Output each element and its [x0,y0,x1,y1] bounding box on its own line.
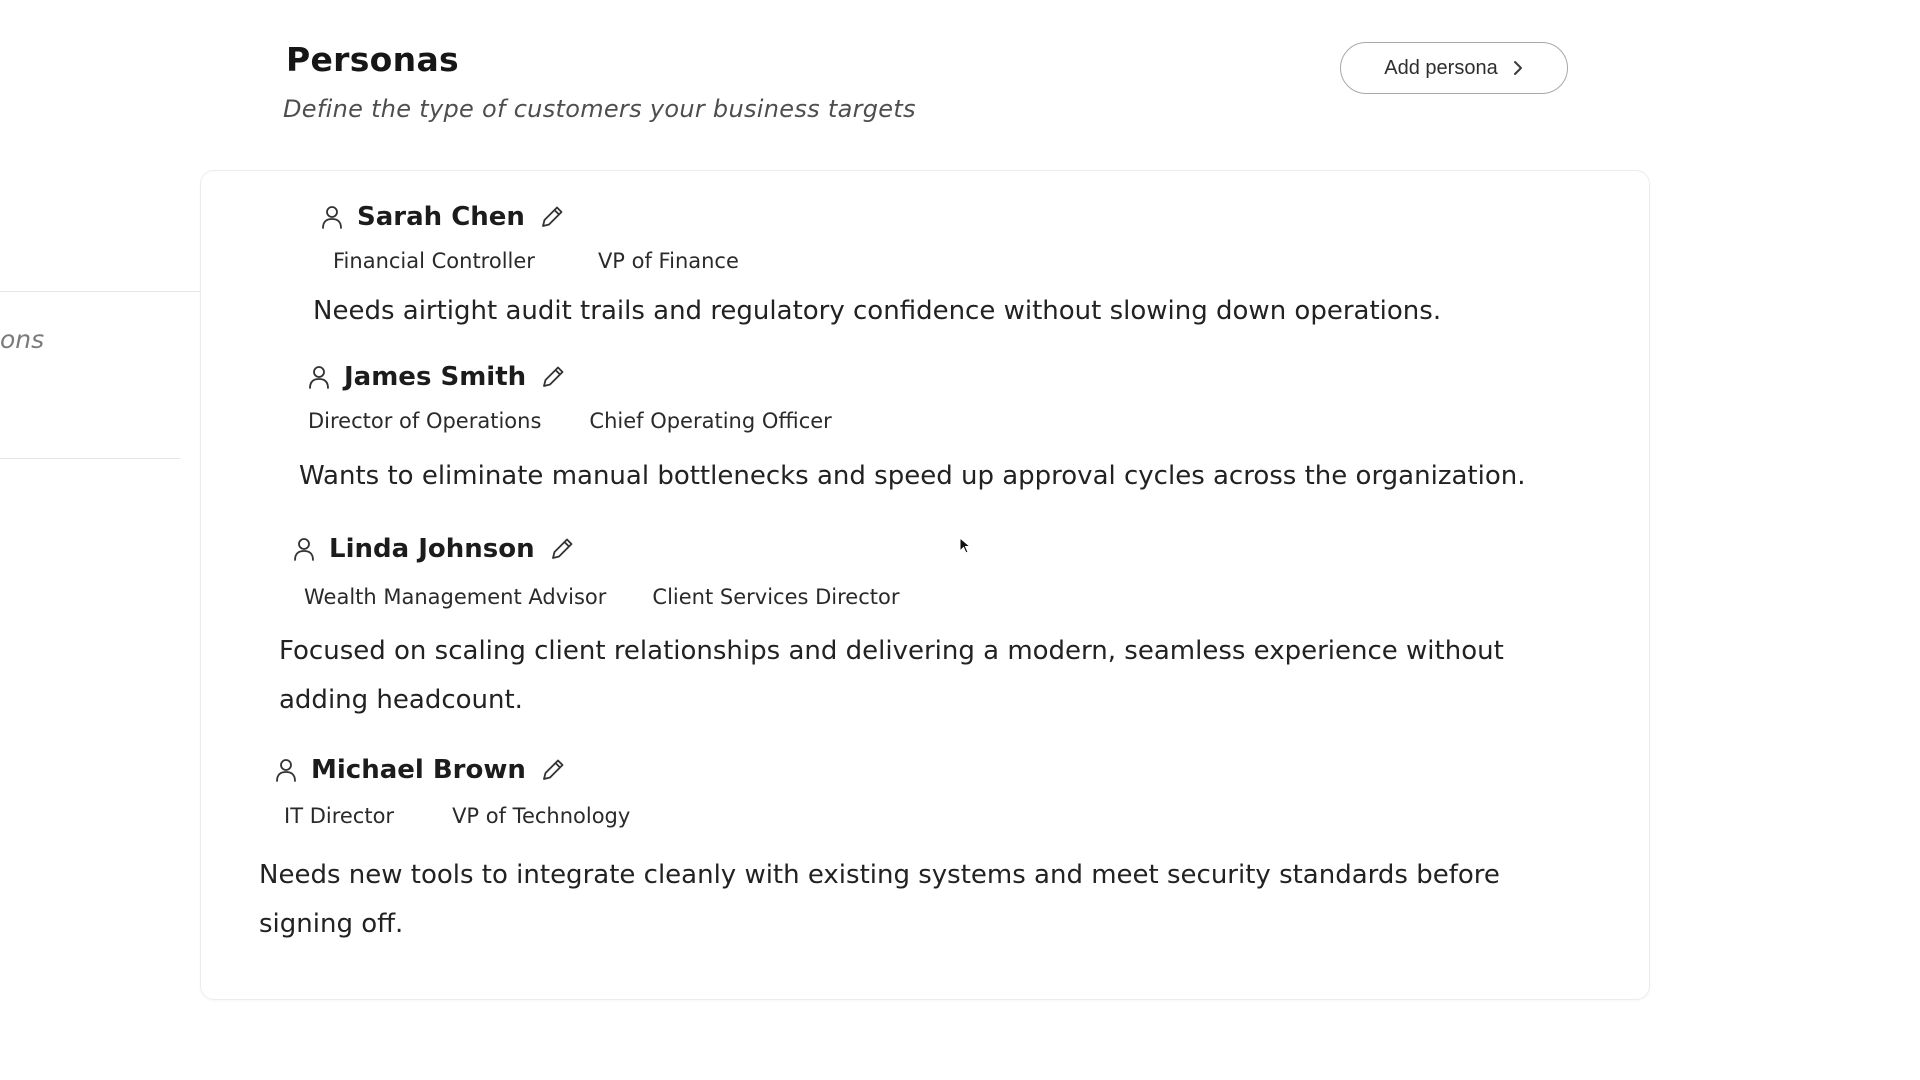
persona-description: Needs new tools to integrate cleanly with existing systems and meet security standards before signing off. [259,860,1500,939]
persona-description: Wants to eliminate manual bottlenecks and speed up approval cycles across the organization. [299,461,1526,491]
persona-role: Financial Controller [333,249,535,273]
pencil-icon[interactable] [540,364,566,390]
persona-item [308,359,832,433]
persona-name: Michael Brown [311,755,526,785]
persona-role: IT Director [284,804,395,828]
user-outline-icon [293,537,315,561]
persona-role: Director of Operations [308,409,542,433]
personas-card [200,170,1650,1000]
sidebar-divider-top [0,291,200,292]
page-subtitle: Define the type of customers your business targets [283,95,916,123]
persona-role: Wealth Management Advisor [304,585,607,609]
persona-name: Sarah Chen [357,202,525,232]
persona-item [321,199,739,273]
persona-role: VP of Finance [597,249,739,273]
add-persona-button[interactable] [1340,42,1568,94]
sidebar-item-partial[interactable]: ons [0,325,45,354]
persona-item [293,531,899,609]
persona-role: Client Services Director [652,585,900,609]
user-outline-icon [308,365,330,389]
pencil-icon[interactable] [549,536,575,562]
persona-name: James Smith [344,362,527,392]
pencil-icon[interactable] [540,757,566,783]
pencil-icon[interactable] [539,204,565,230]
persona-description: Focused on scaling client relationships and delivering a modern, seamless experience without adding headcount. [279,636,1504,715]
persona-role: VP of Technology [452,804,631,828]
persona-name: Linda Johnson [329,534,535,564]
add-persona-label: Add persona [1384,56,1498,79]
persona-item [275,752,630,828]
user-outline-icon [275,758,297,782]
sidebar-divider-bottom [0,458,180,459]
page-title: Personas [286,40,459,79]
chevron-right-icon [1512,59,1524,77]
mouse-cursor-icon [959,537,971,559]
persona-role: Chief Operating Officer [589,409,832,433]
user-outline-icon [321,205,343,229]
persona-description: Needs airtight audit trails and regulatory confidence without slowing down operations. [313,296,1442,326]
